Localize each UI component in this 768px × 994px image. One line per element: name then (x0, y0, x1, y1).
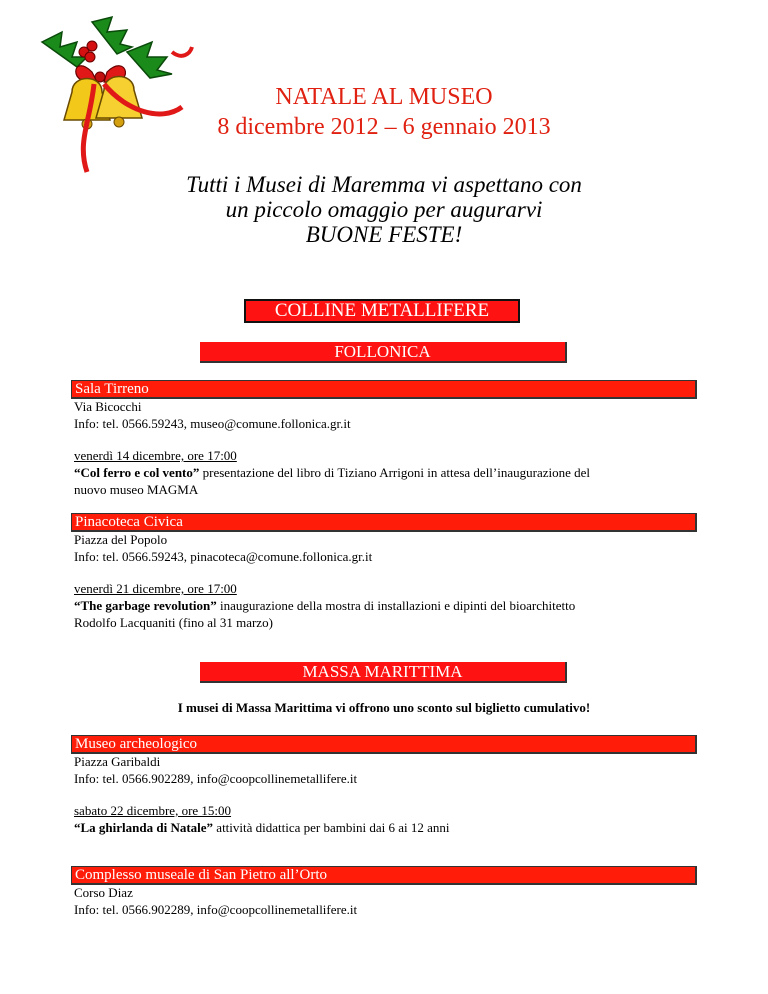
venue-info: Info: tel. 0566.59243, museo@comune.follonica.gr.it (74, 416, 351, 431)
tagline-line-2: un piccolo omaggio per augurarvi (225, 197, 543, 222)
venue-heading-san-pietro: Complesso museale di San Pietro all’Orto (71, 866, 697, 885)
venue-heading-pinacoteca: Pinacoteca Civica (71, 513, 697, 532)
region-heading: COLLINE METALLIFERE (244, 299, 520, 323)
city-heading-massa-marittima: MASSA MARITTIMA (200, 662, 567, 683)
event-description-cont: nuovo museo MAGMA (74, 482, 199, 497)
tagline-line-1: Tutti i Musei di Maremma vi aspettano con (186, 172, 582, 197)
venue-heading-museo-archeologico: Museo archeologico (71, 735, 697, 754)
event-desc-text: attività didattica per bambini dai 6 ai 12 anni (213, 820, 450, 835)
event-desc-text: presentazione del libro di Tiziano Arrigoni in attesa dell’inaugurazione del (199, 465, 591, 480)
event-date: sabato 22 dicembre, ore 15:00 (74, 803, 232, 818)
discount-note: I musei di Massa Marittima vi offrono uno sconto sul biglietto cumulativo! (177, 700, 591, 715)
event-date: venerdì 21 dicembre, ore 17:00 (74, 581, 237, 596)
venue-info: Info: tel. 0566.902289, info@coopcollinemetallifere.it (74, 902, 358, 917)
event-title: “La ghirlanda di Natale” (74, 820, 214, 835)
event-desc-text: inaugurazione della mostra di installazioni e dipinti del bioarchitetto (216, 598, 576, 613)
tagline-line-3: BUONE FESTE! (305, 222, 463, 247)
venue-info: Info: tel. 0566.902289, info@coopcollinemetallifere.it (74, 771, 358, 786)
venue-address: Via Bicocchi (74, 399, 142, 414)
venue-heading-sala-tirreno: Sala Tirreno (71, 380, 697, 399)
venue-address: Piazza Garibaldi (74, 754, 161, 769)
venue-address: Corso Diaz (74, 885, 133, 900)
event-title: “The garbage revolution” (74, 598, 217, 613)
venue-info: Info: tel. 0566.59243, pinacoteca@comune.follonica.gr.it (74, 549, 373, 564)
event-description-cont: Rodolfo Lacquaniti (fino al 31 marzo) (74, 615, 273, 630)
event-description (74, 819, 694, 836)
event-date: venerdì 14 dicembre, ore 17:00 (74, 448, 237, 463)
city-heading-follonica: FOLLONICA (200, 342, 567, 363)
event-description (74, 464, 694, 481)
page-title: NATALE AL MUSEO (275, 84, 493, 110)
event-title: “Col ferro e col vento” (74, 465, 200, 480)
event-description (74, 597, 694, 614)
venue-address: Piazza del Popolo (74, 532, 168, 547)
date-range: 8 dicembre 2012 – 6 gennaio 2013 (217, 114, 551, 140)
